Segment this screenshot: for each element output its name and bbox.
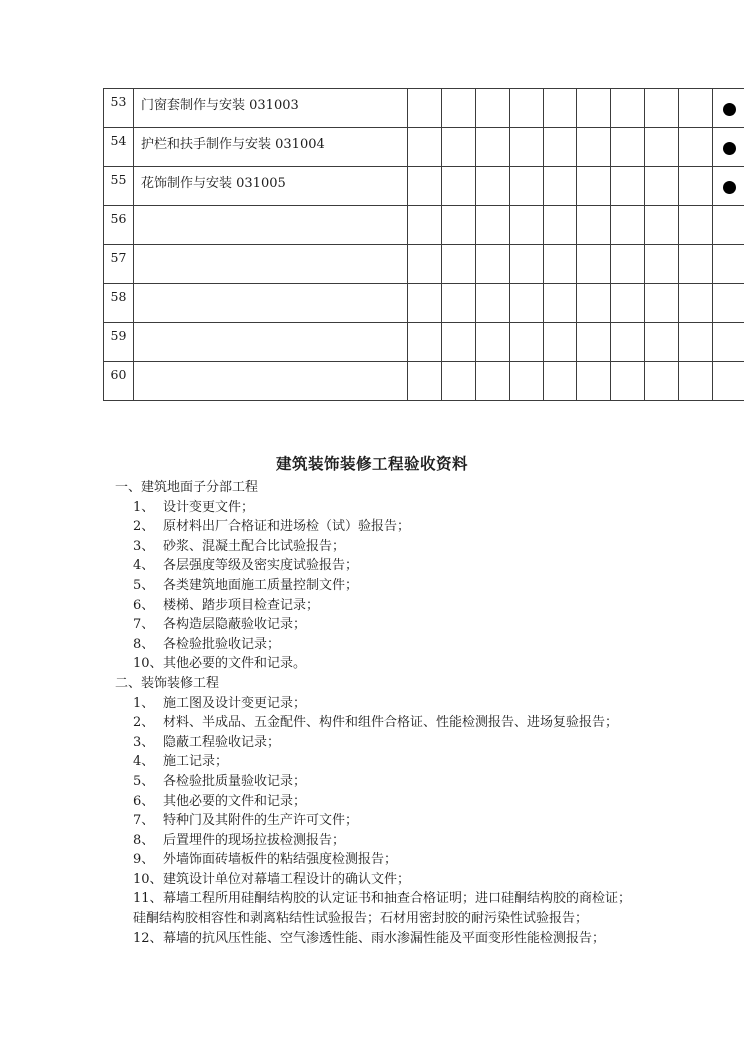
blank-check-cell bbox=[543, 89, 577, 128]
blank-check-cell bbox=[475, 167, 509, 206]
acceptance-material-lists bbox=[0, 478, 744, 948]
blank-check-cell bbox=[509, 245, 543, 284]
item-text: 施工记录； bbox=[163, 754, 229, 770]
blank-check-cell bbox=[645, 167, 679, 206]
blank-check-cell bbox=[679, 245, 713, 284]
blank-check-cell bbox=[509, 89, 543, 128]
blank-check-cell bbox=[679, 167, 713, 206]
document-title: 建筑装饰装修工程验收资料 bbox=[275, 454, 468, 473]
blank-check-cell bbox=[509, 362, 543, 401]
blank-check-cell bbox=[441, 362, 475, 401]
blank-check-cell bbox=[577, 89, 611, 128]
blank-check-cell bbox=[713, 245, 744, 284]
blank-check-cell bbox=[543, 167, 577, 206]
list-item bbox=[0, 772, 744, 792]
blank-check-cell bbox=[441, 128, 475, 167]
item-text: 设计变更文件； bbox=[163, 499, 255, 515]
table-row bbox=[104, 284, 744, 323]
blank-check-cell bbox=[713, 89, 744, 128]
blank-check-cell bbox=[475, 245, 509, 284]
blank-check-cell bbox=[408, 323, 442, 362]
item-text: 其他必要的文件和记录。 bbox=[163, 656, 307, 672]
blank-check-cell bbox=[509, 206, 543, 245]
list-item bbox=[0, 889, 744, 909]
blank-check-cell bbox=[543, 323, 577, 362]
item-text: 隐蔽工程验收记录； bbox=[163, 734, 281, 750]
item-number: 7、 bbox=[133, 617, 155, 633]
blank-check-cell bbox=[509, 323, 543, 362]
blank-check-cell bbox=[679, 89, 713, 128]
item-number: 8、 bbox=[133, 832, 155, 848]
blank-check-cell bbox=[611, 167, 645, 206]
list-item bbox=[0, 733, 744, 753]
list-item bbox=[0, 537, 744, 557]
list-item bbox=[0, 596, 744, 616]
item-number: 2、 bbox=[133, 519, 155, 535]
filled-circle-icon bbox=[723, 103, 736, 116]
item-number: 7、 bbox=[133, 813, 155, 829]
blank-check-cell bbox=[408, 206, 442, 245]
blank-check-cell bbox=[441, 323, 475, 362]
blank-check-cell bbox=[475, 89, 509, 128]
blank-check-cell bbox=[645, 284, 679, 323]
row-number-cell: 59 bbox=[104, 323, 134, 362]
item-number: 8、 bbox=[133, 636, 155, 652]
list-item-continuation bbox=[0, 909, 744, 929]
blank-check-cell bbox=[509, 284, 543, 323]
blank-check-cell bbox=[713, 362, 744, 401]
item-text: 各检验批验收记录； bbox=[163, 636, 281, 652]
item-number: 9、 bbox=[133, 852, 155, 868]
row-number-cell: 54 bbox=[104, 128, 134, 167]
blank-check-cell bbox=[408, 284, 442, 323]
section-heading: 二、装饰装修工程 bbox=[115, 675, 220, 691]
item-number: 3、 bbox=[133, 734, 155, 750]
item-text: 各类建筑地面施工质量控制文件； bbox=[163, 577, 359, 593]
item-text: 各检验批质量验收记录； bbox=[163, 773, 307, 789]
item-description-cell bbox=[134, 206, 408, 245]
item-text: 幕墙工程所用硅酮结构胶的认定证书和抽查合格证明；进口硅酮结构胶的商检证； bbox=[163, 891, 632, 907]
blank-check-cell bbox=[713, 167, 744, 206]
blank-check-cell bbox=[645, 89, 679, 128]
blank-check-cell bbox=[577, 323, 611, 362]
list-item bbox=[0, 870, 744, 890]
item-text: 硅酮结构胶相容性和剥离粘结性试验报告；石材用密封胶的耐污染性试验报告； bbox=[133, 911, 589, 927]
blank-check-cell bbox=[611, 362, 645, 401]
blank-check-cell bbox=[645, 362, 679, 401]
blank-check-cell bbox=[408, 89, 442, 128]
blank-check-cell bbox=[475, 323, 509, 362]
blank-check-cell bbox=[441, 284, 475, 323]
list-item bbox=[0, 576, 744, 596]
item-number: 10、 bbox=[133, 656, 163, 672]
blank-check-cell bbox=[645, 206, 679, 245]
checklist-table-body bbox=[104, 89, 744, 401]
list-item bbox=[0, 694, 744, 714]
blank-check-cell bbox=[679, 128, 713, 167]
list-item bbox=[0, 556, 744, 576]
item-text: 楼梯、踏步项目检查记录； bbox=[163, 597, 320, 613]
item-text: 材料、半成品、五金配件、构件和组件合格证、性能检测报告、进场复验报告； bbox=[163, 715, 619, 731]
row-number-cell: 55 bbox=[104, 167, 134, 206]
blank-check-cell bbox=[475, 128, 509, 167]
item-number: 1、 bbox=[133, 695, 155, 711]
blank-check-cell bbox=[475, 362, 509, 401]
item-text: 施工图及设计变更记录； bbox=[163, 695, 307, 711]
blank-check-cell bbox=[611, 284, 645, 323]
checklist-table bbox=[103, 88, 744, 401]
blank-check-cell bbox=[408, 128, 442, 167]
blank-check-cell bbox=[679, 362, 713, 401]
blank-check-cell bbox=[543, 245, 577, 284]
blank-check-cell bbox=[441, 206, 475, 245]
table-row bbox=[104, 245, 744, 284]
blank-check-cell bbox=[408, 245, 442, 284]
blank-check-cell bbox=[577, 206, 611, 245]
table-row bbox=[104, 89, 744, 128]
item-text: 各层强度等级及密实度试验报告； bbox=[163, 558, 359, 574]
list-item bbox=[0, 615, 744, 635]
list-item bbox=[0, 498, 744, 518]
list-item bbox=[0, 654, 744, 674]
item-description-cell: 花饰制作与安装 031005 bbox=[134, 167, 408, 206]
blank-check-cell bbox=[713, 284, 744, 323]
blank-check-cell bbox=[475, 284, 509, 323]
item-number: 10、 bbox=[133, 871, 163, 887]
item-description-cell bbox=[134, 245, 408, 284]
blank-check-cell bbox=[611, 89, 645, 128]
item-text: 外墙饰面砖墙板件的粘结强度检测报告； bbox=[163, 852, 398, 868]
item-number: 2、 bbox=[133, 715, 155, 731]
row-number-cell: 57 bbox=[104, 245, 134, 284]
item-number: 3、 bbox=[133, 538, 155, 554]
table-row bbox=[104, 206, 744, 245]
item-text: 后置埋件的现场拉拔检测报告； bbox=[163, 832, 346, 848]
blank-check-cell bbox=[408, 167, 442, 206]
row-number-cell: 60 bbox=[104, 362, 134, 401]
item-description-cell bbox=[134, 362, 408, 401]
blank-check-cell bbox=[611, 128, 645, 167]
blank-check-cell bbox=[611, 206, 645, 245]
blank-check-cell bbox=[645, 245, 679, 284]
table-row bbox=[104, 167, 744, 206]
list-item bbox=[0, 929, 744, 949]
item-text: 其他必要的文件和记录； bbox=[163, 793, 307, 809]
item-number: 5、 bbox=[133, 577, 155, 593]
row-number-cell: 58 bbox=[104, 284, 134, 323]
blank-check-cell bbox=[577, 167, 611, 206]
blank-check-cell bbox=[441, 167, 475, 206]
list-item bbox=[0, 635, 744, 655]
item-number: 12、 bbox=[133, 930, 163, 946]
blank-check-cell bbox=[577, 284, 611, 323]
item-number: 11、 bbox=[133, 891, 163, 907]
item-number: 4、 bbox=[133, 754, 155, 770]
blank-check-cell bbox=[645, 323, 679, 362]
blank-check-cell bbox=[679, 206, 713, 245]
blank-check-cell bbox=[679, 323, 713, 362]
item-text: 砂浆、混凝土配合比试验报告； bbox=[163, 538, 346, 554]
item-number: 5、 bbox=[133, 773, 155, 789]
blank-check-cell bbox=[441, 245, 475, 284]
item-number: 6、 bbox=[133, 597, 155, 613]
blank-check-cell bbox=[645, 128, 679, 167]
item-number: 1、 bbox=[133, 499, 155, 515]
list-item bbox=[0, 831, 744, 851]
blank-check-cell bbox=[611, 245, 645, 284]
row-number-cell: 53 bbox=[104, 89, 134, 128]
item-text: 幕墙的抗风压性能、空气渗透性能、雨水渗漏性能及平面变形性能检测报告； bbox=[163, 930, 606, 946]
table-row bbox=[104, 362, 744, 401]
blank-check-cell bbox=[509, 128, 543, 167]
item-description-cell bbox=[134, 323, 408, 362]
blank-check-cell bbox=[713, 206, 744, 245]
list-item bbox=[0, 792, 744, 812]
row-number-cell: 56 bbox=[104, 206, 134, 245]
blank-check-cell bbox=[713, 128, 744, 167]
item-number: 6、 bbox=[133, 793, 155, 809]
list-item bbox=[0, 850, 744, 870]
blank-check-cell bbox=[577, 362, 611, 401]
list-item bbox=[0, 713, 744, 733]
table-row bbox=[104, 323, 744, 362]
filled-circle-icon bbox=[723, 142, 736, 155]
item-description-cell bbox=[134, 284, 408, 323]
list-item bbox=[0, 811, 744, 831]
item-text: 各构造层隐蔽验收记录； bbox=[163, 617, 307, 633]
list-item bbox=[0, 752, 744, 772]
blank-check-cell bbox=[611, 323, 645, 362]
table-row bbox=[104, 128, 744, 167]
blank-check-cell bbox=[543, 206, 577, 245]
blank-check-cell bbox=[408, 362, 442, 401]
blank-check-cell bbox=[713, 323, 744, 362]
filled-circle-icon bbox=[723, 181, 736, 194]
blank-check-cell bbox=[543, 284, 577, 323]
blank-check-cell bbox=[475, 206, 509, 245]
section-heading: 一、建筑地面子分部工程 bbox=[115, 480, 259, 495]
blank-check-cell bbox=[577, 245, 611, 284]
item-text: 原材料出厂合格证和进场检（试）验报告； bbox=[163, 519, 411, 535]
blank-check-cell bbox=[441, 89, 475, 128]
item-description-cell: 护栏和扶手制作与安装 031004 bbox=[134, 128, 408, 167]
item-description-cell: 门窗套制作与安装 031003 bbox=[134, 89, 408, 128]
blank-check-cell bbox=[577, 128, 611, 167]
blank-check-cell bbox=[679, 284, 713, 323]
item-text: 建筑设计单位对幕墙工程设计的确认文件； bbox=[163, 871, 411, 887]
blank-check-cell bbox=[543, 128, 577, 167]
item-text: 特种门及其附件的生产许可文件； bbox=[163, 813, 359, 829]
blank-check-cell bbox=[509, 167, 543, 206]
item-number: 4、 bbox=[133, 558, 155, 574]
blank-check-cell bbox=[543, 362, 577, 401]
list-item bbox=[0, 517, 744, 537]
